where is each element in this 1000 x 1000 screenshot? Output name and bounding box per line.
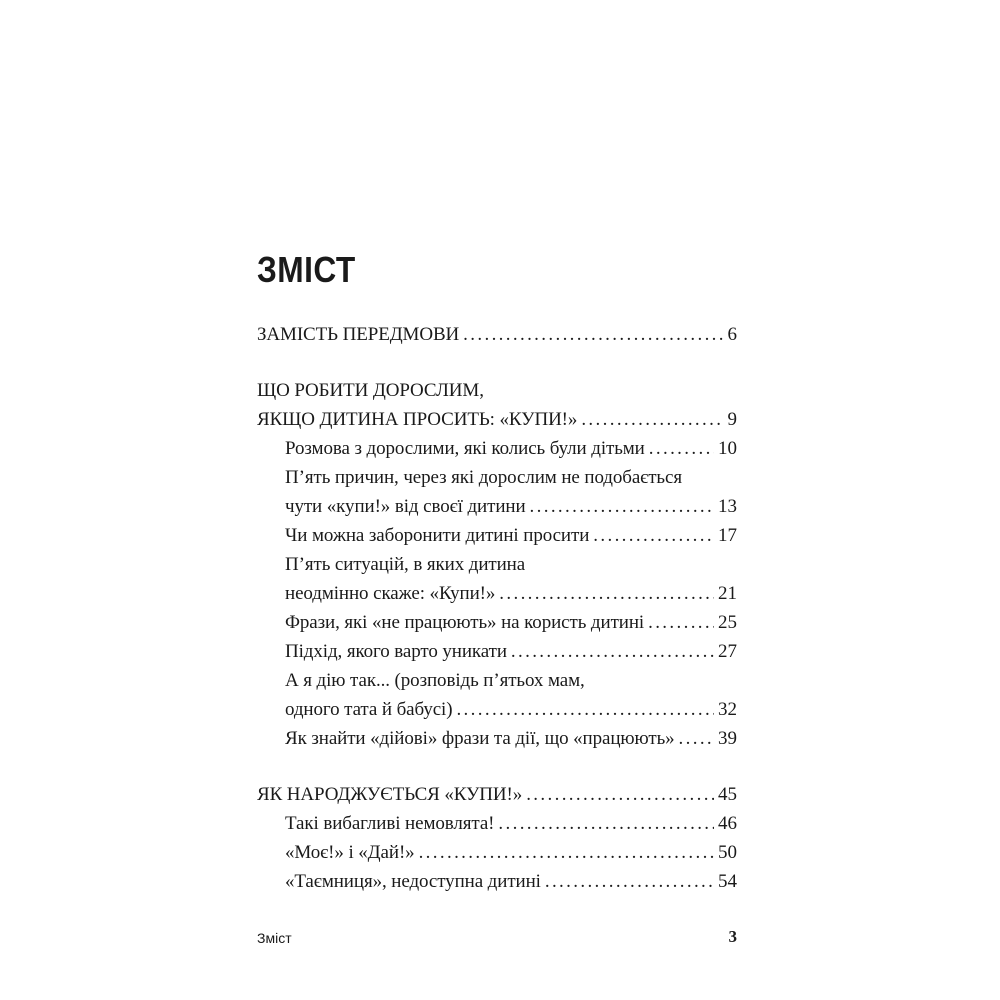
page-title: ЗМІСТ — [257, 249, 356, 290]
toc-entry-sub — [257, 550, 737, 579]
toc-page-number: 39 — [718, 728, 737, 749]
dot-leader — [456, 695, 714, 724]
dot-leader — [499, 579, 714, 608]
toc-entry-text: чути «купи!» від своєї дитини — [285, 496, 526, 517]
toc-entry-sub — [257, 809, 737, 838]
toc-entry-main — [257, 320, 737, 349]
toc-page-number: 6 — [727, 324, 737, 345]
toc-entry-text: неодмінно скаже: «Купи!» — [285, 583, 496, 604]
dot-leader — [530, 492, 714, 521]
toc-entry-sub — [257, 637, 737, 666]
toc-page-number: 13 — [718, 496, 737, 517]
dot-leader — [511, 637, 714, 666]
toc-entry-text: ЯК НАРОДЖУЄТЬСЯ «КУПИ!» — [257, 784, 523, 805]
toc-page-number: 25 — [718, 612, 737, 633]
toc-page-number: 9 — [727, 409, 737, 430]
toc-entry-text: ЩО РОБИТИ ДОРОСЛИМ, — [257, 380, 484, 401]
toc-entry-main — [257, 405, 737, 434]
toc-page-number: 10 — [718, 438, 737, 459]
dot-leader — [419, 838, 714, 867]
toc-entry-text: Такі вибагливі немовлята! — [285, 813, 495, 834]
toc-entry-text: А я дію так... (розповідь п’ятьох мам, — [285, 670, 585, 691]
toc-entry-sub — [257, 724, 737, 753]
dot-leader — [679, 724, 714, 753]
toc-entry-text: Розмова з дорослими, які колись були дітьми — [285, 438, 645, 459]
toc-page-number: 54 — [718, 871, 737, 892]
toc-page-number: 27 — [718, 641, 737, 662]
toc-page-number: 46 — [718, 813, 737, 834]
toc-entry-text: «Таємниця», недоступна дитині — [285, 871, 541, 892]
toc-entry-text: Як знайти «дійові» фрази та дії, що «працюють» — [285, 728, 675, 749]
toc-page-number: 32 — [718, 699, 737, 720]
toc-entry-sub — [257, 434, 737, 463]
toc-entry-sub — [257, 838, 737, 867]
dot-leader — [649, 434, 714, 463]
dot-leader — [498, 809, 714, 838]
dot-leader — [593, 521, 714, 550]
dot-leader — [648, 608, 714, 637]
page-number: 3 — [728, 927, 737, 946]
toc-entry-main — [257, 376, 737, 405]
toc-entry-sub — [257, 608, 737, 637]
dot-leader — [463, 320, 723, 349]
toc-entry-text: «Моє!» і «Дай!» — [285, 842, 415, 863]
toc-entry-sub — [257, 492, 737, 521]
toc-entry-main — [257, 780, 737, 809]
toc-entry-sub — [257, 695, 737, 724]
table-of-contents — [257, 320, 737, 896]
toc-entry-sub — [257, 579, 737, 608]
toc-entry-text: П’ять ситуацій, в яких дитина — [285, 554, 526, 575]
toc-entry-sub — [257, 867, 737, 896]
toc-entry-text: ЯКЩО ДИТИНА ПРОСИТЬ: «КУПИ!» — [257, 409, 578, 430]
toc-entry-sub — [257, 463, 737, 492]
toc-page-number: 50 — [718, 842, 737, 863]
toc-page-number: 21 — [718, 583, 737, 604]
toc-page-number: 17 — [718, 525, 737, 546]
dot-leader — [545, 867, 714, 896]
toc-entry-sub — [257, 521, 737, 550]
toc-entry-text: Фрази, які «не працюють» на користь дитині — [285, 612, 645, 633]
toc-entry-text: П’ять причин, через які дорослим не подобається — [285, 467, 682, 488]
toc-entry-text: Підхід, якого варто уникати — [285, 641, 507, 662]
dot-leader — [526, 780, 714, 809]
dot-leader — [581, 405, 723, 434]
running-footer-section: Зміст — [257, 930, 292, 946]
toc-entry-text: одного тата й бабусі) — [285, 699, 453, 720]
toc-entry-sub — [257, 666, 737, 695]
toc-page-number: 45 — [718, 784, 737, 805]
toc-entry-text: ЗАМІСТЬ ПЕРЕДМОВИ — [257, 324, 460, 345]
toc-entry-text: Чи можна заборонити дитині просити — [285, 525, 590, 546]
